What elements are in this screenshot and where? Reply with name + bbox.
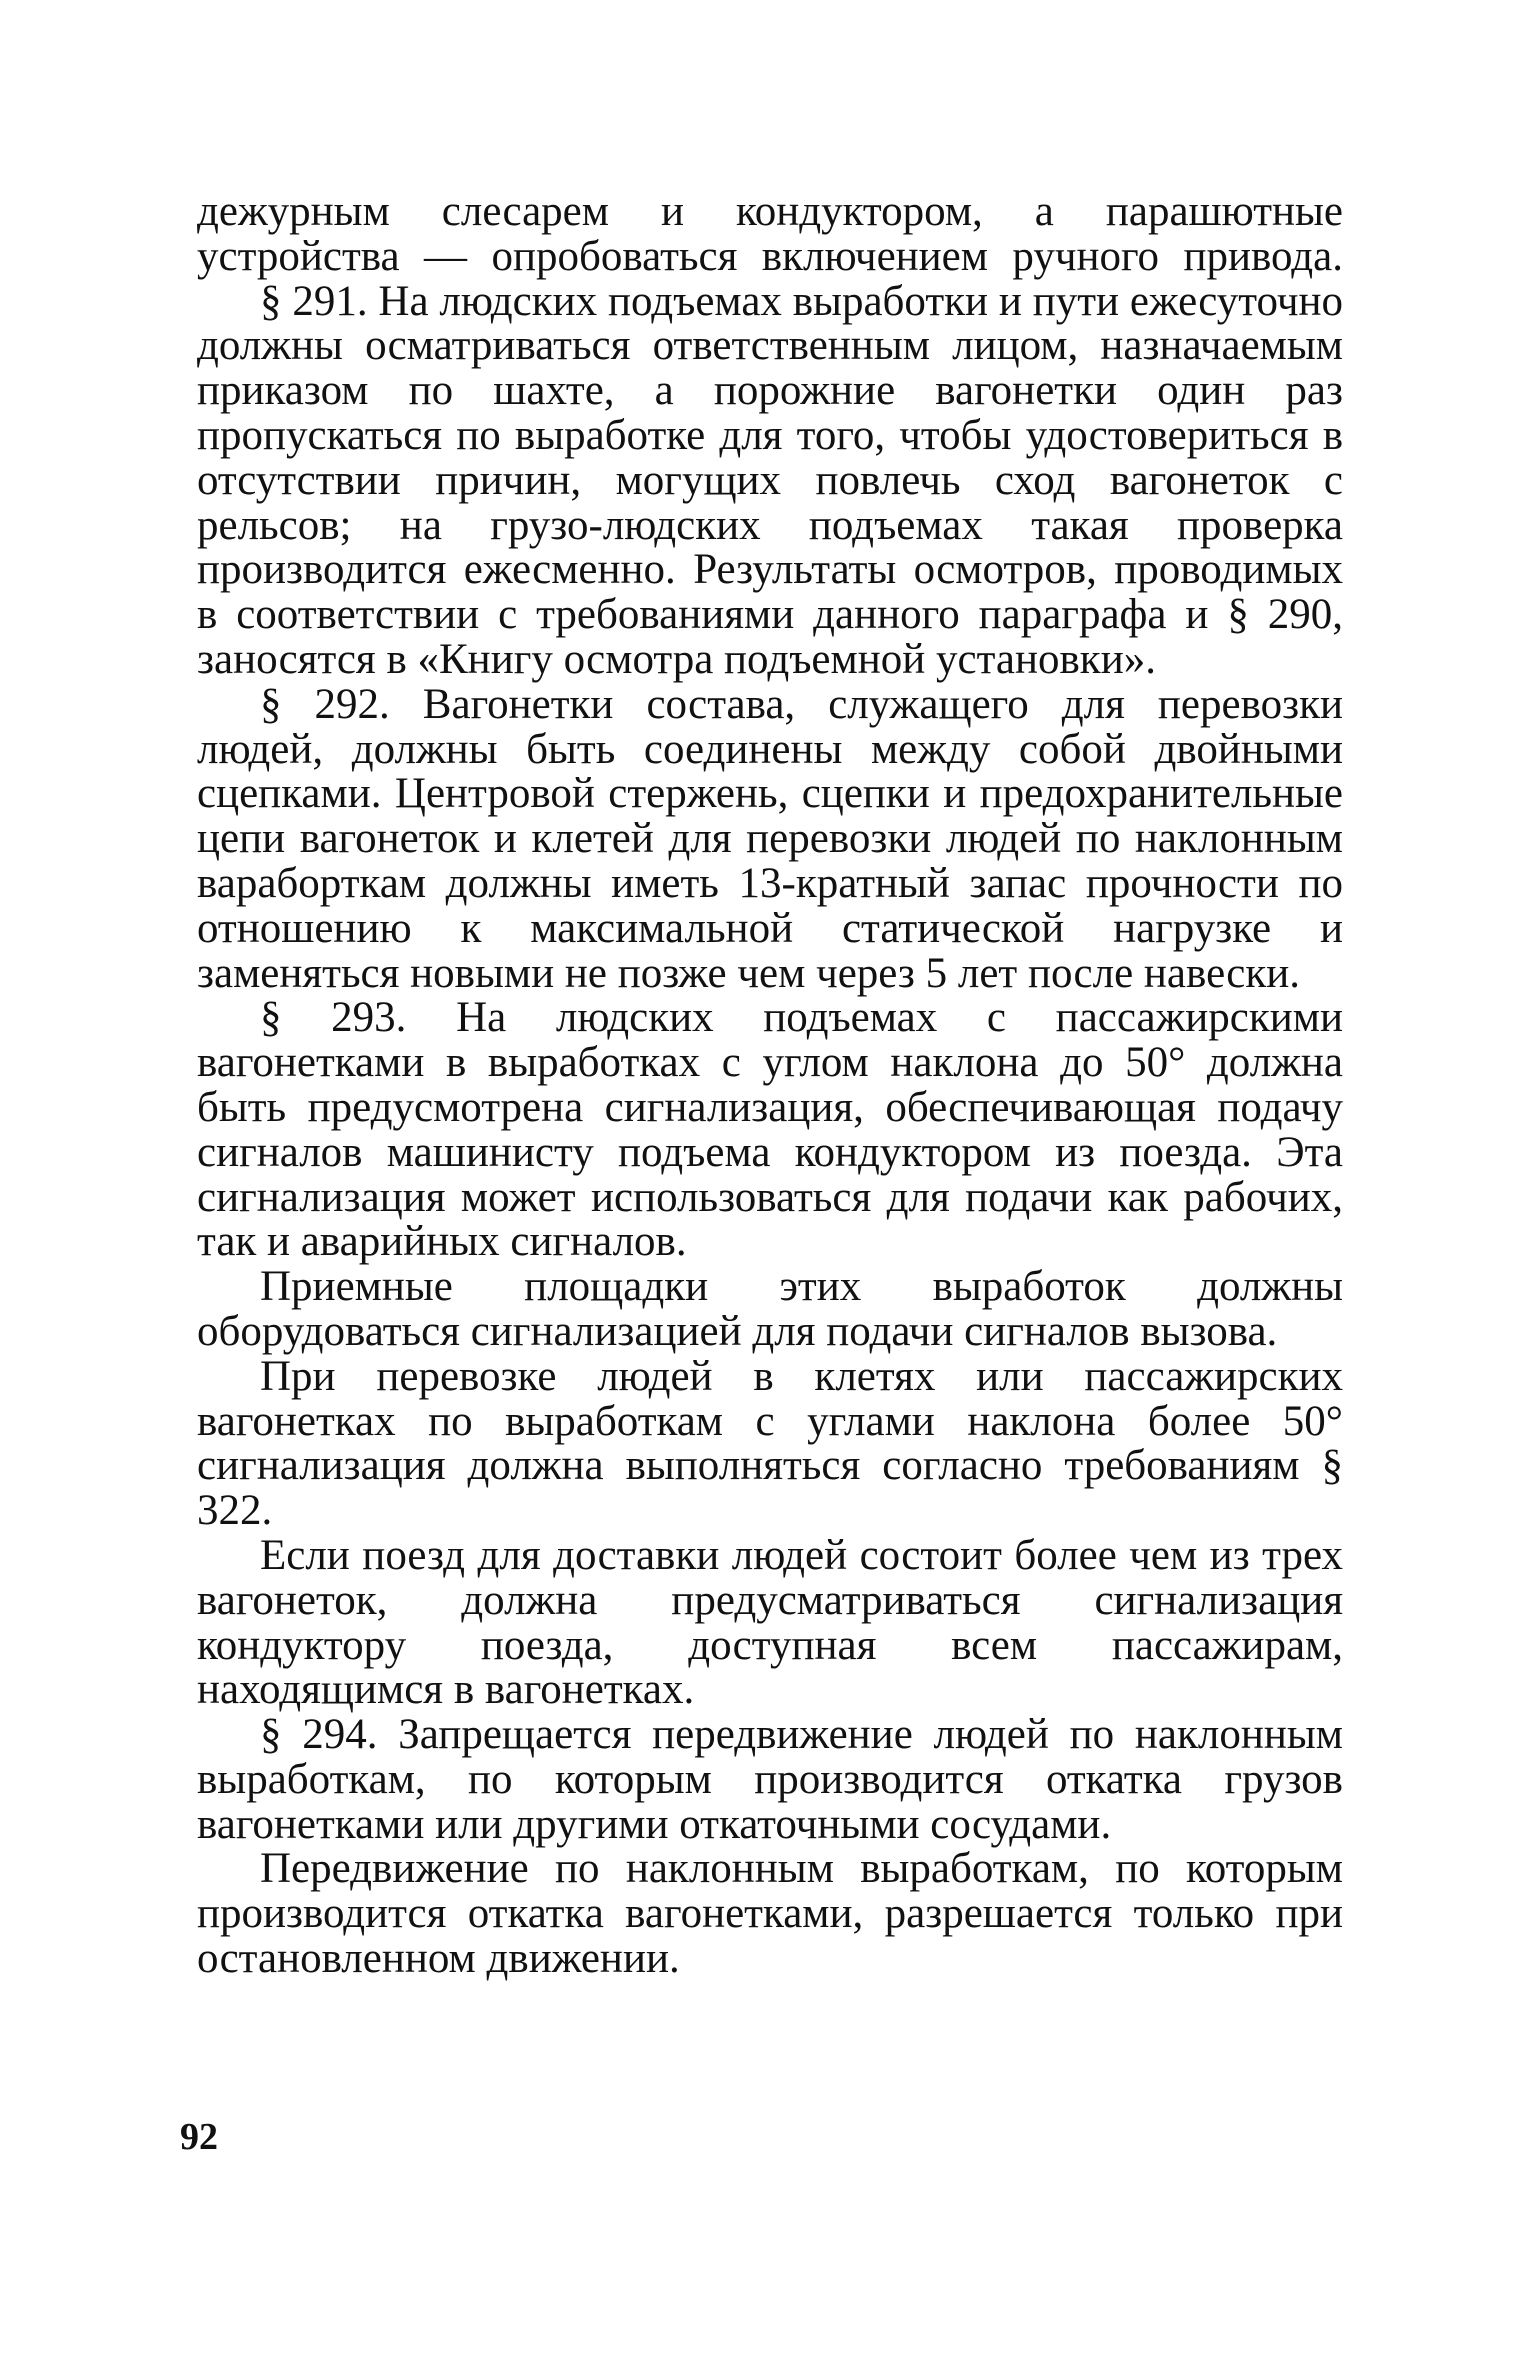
paragraph-section-292: § 292. Вагонетки состава, служащего для перевозки людей, должны быть соединены между собой двойными сцепками. Центровой стержень, сцепки и предохранительные цепи вагонеток и клетей для перевозки людей по наклонным вараборткам должны иметь 13-кратный запас прочности по отношению к максимальной статической нагрузке и заменяться новыми не позже чем через 5 лет после навески. <box>197 680 1343 997</box>
paragraph-section-294-movement: Передвижение по наклонным выработкам, по которым производится откатка вагонетками, разрешается только при остановленном движении. <box>197 1845 1343 1983</box>
paragraph-section-293-train: Если поезд для доставки людей состоит более чем из трех вагонеток, должна предусматриваться сигнализация кондуктору поезда, доступная всем пассажирам, находящимся в вагонетках. <box>197 1531 1343 1714</box>
paragraph-section-291: § 291. На людских подъемах выработки и пути ежесуточно должны осматриваться ответственным лицом, назначаемым приказом по шахте, а порожние вагонетки один раз пропускаться по выработке для того, чтобы удостовериться в отсутствии причин, могущих повлечь сход вагонеток с рельсов; на грузо-людских подъемах такая проверка производится ежесменно. Результаты осмотров, проводимых в соответствии с требованиями данного параграфа и § 290, заносятся в «Книгу осмотра подъемной установки». <box>197 277 1343 683</box>
paragraph-section-293: § 293. На людских подъемах с пассажирскими вагонетками в выработках с углом наклона до 50° должна быть предусмотрена сигнализация, обеспечивающая подачу сигналов машинисту подъема кондуктором из поезда. Эта сигнализация может использоваться для подачи как рабочих, так и аварийных сигналов. <box>197 994 1343 1266</box>
paragraph-section-294: § 294. Запрещается передвижение людей по наклонным выработкам, по которым производится откатка грузов вагонетками или другими откаточными сосудами. <box>197 1711 1343 1848</box>
page-number: 92 <box>180 2116 218 2158</box>
paragraph-section-293-landings: Приемные площадки этих выработок должны оборудоваться сигнализацией для подачи сигналов вызова. <box>197 1263 1343 1355</box>
paragraph-section-293-cages: При перевозке людей в клетях или пассажирских вагонетках по выработкам с углами наклона более 50° сигнализация должна выполняться согласно требованиям § 322. <box>197 1352 1343 1535</box>
page-text <box>197 190 1343 1982</box>
paragraph-continuation: дежурным слесарем и кондуктором, а парашютные устройства — опробоваться включением ручного привода. <box>197 188 1343 280</box>
